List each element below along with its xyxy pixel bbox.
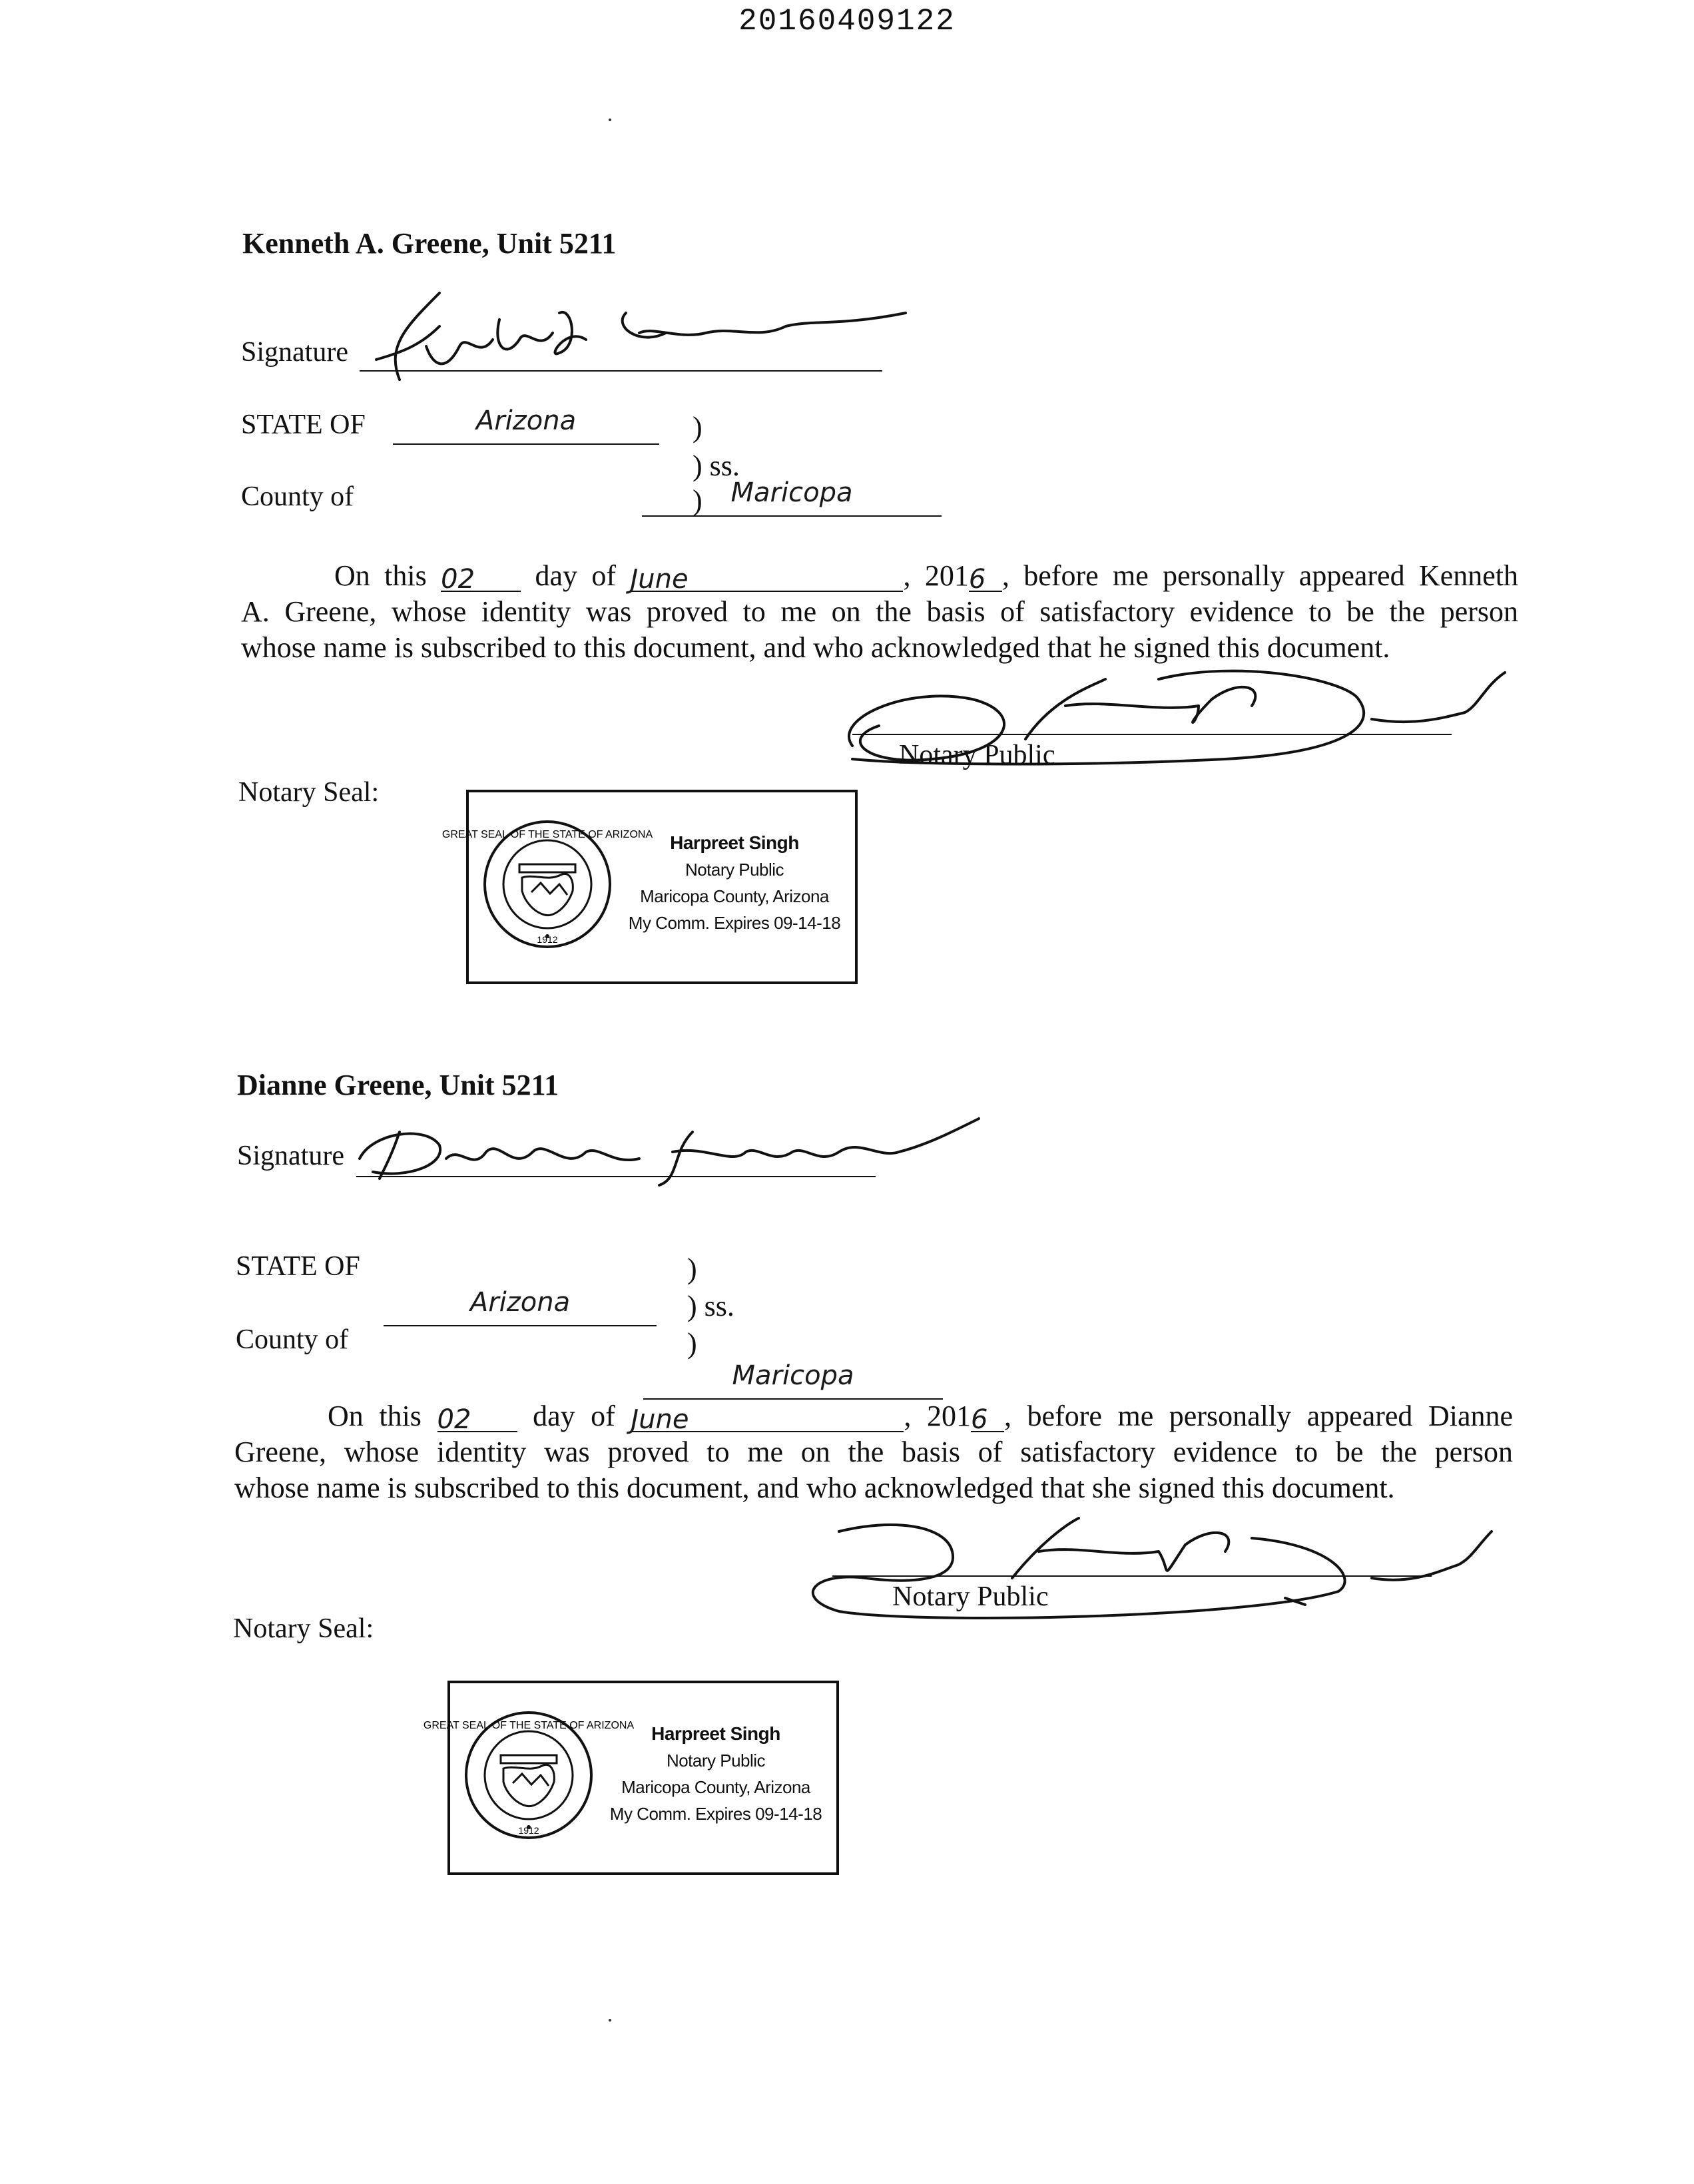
stamp-text-block [599, 1721, 832, 1827]
scan-speck [609, 119, 611, 121]
state-label: STATE OF [236, 1251, 360, 1282]
ss-label: ) ss. [687, 1290, 734, 1322]
acknowledgment-paragraph [234, 1398, 1513, 1506]
para-line-3: whose name is subscribed to this document, and who acknowledged that he signed this document. [241, 631, 1390, 664]
bracket-paren: ) [693, 484, 703, 517]
acknowledgment-paragraph [241, 558, 1518, 666]
signer-heading: Kenneth A. Greene, Unit 5211 [242, 227, 617, 260]
stamp-expires: My Comm. Expires 09-14-18 [628, 913, 841, 933]
year-value: 6 [968, 564, 986, 595]
arizona-seal-icon [423, 1709, 635, 1842]
seal-year: 1912 [518, 1825, 539, 1836]
bracket-paren: ) [693, 411, 703, 443]
notary-signature-line [852, 734, 1452, 735]
on-this-text: On this [334, 559, 427, 592]
day-value: 02 [437, 1404, 471, 1435]
notary-signature-scribble [786, 1505, 1518, 1638]
county-field [642, 477, 942, 517]
para-line1-rest: , before me personally appeared Kenneth [1001, 559, 1519, 592]
para-line1-rest: , before me personally appeared Dianne [1003, 1400, 1514, 1432]
bracket-paren: ) [687, 1252, 697, 1285]
day-field [437, 1402, 517, 1435]
day-field [441, 561, 521, 595]
notary-signature-scribble [826, 659, 1518, 792]
state-field [384, 1286, 657, 1326]
month-value: June [631, 1404, 689, 1435]
seal-text: GREAT SEAL OF THE STATE OF ARIZONA [441, 829, 653, 840]
county-value: Maricopa [730, 477, 853, 508]
handwritten-signature-kenneth [360, 286, 926, 400]
month-value: June [630, 564, 689, 595]
arizona-seal-icon [441, 818, 653, 951]
handwritten-signature-dianne [346, 1105, 986, 1192]
state-value: Arizona [469, 1287, 571, 1318]
on-this-text: On this [328, 1400, 422, 1432]
month-field [631, 1402, 904, 1435]
scan-speck [609, 2019, 611, 2022]
stamp-expires: My Comm. Expires 09-14-18 [609, 1804, 822, 1824]
county-value: Maricopa [732, 1360, 854, 1391]
year-prefix: , 201 [904, 1400, 971, 1432]
year-value: 6 [970, 1404, 988, 1435]
county-label: County of [241, 481, 354, 512]
stamp-text-block [618, 830, 851, 936]
month-field [630, 561, 903, 595]
year-field [970, 1402, 1004, 1435]
state-label: STATE OF [241, 410, 366, 440]
ss-label: ) ss. [693, 449, 740, 482]
notary-public-label: Notary Public [892, 1581, 1049, 1612]
county-field [643, 1360, 943, 1400]
para-line-2: A. Greene, whose identity was proved to me on the basis of satisfactory evidence to be the person [241, 595, 1518, 628]
stamp-county: Maricopa County, Arizona [640, 886, 829, 906]
stamp-notary-title: Notary Public [666, 1751, 766, 1771]
stamp-county: Maricopa County, Arizona [621, 1777, 810, 1797]
signer-heading: Dianne Greene, Unit 5211 [237, 1069, 559, 1101]
signature-label: Signature [237, 1141, 344, 1171]
notary-seal-label: Notary Seal: [238, 777, 380, 808]
stamp-notary-name: Harpreet Singh [670, 832, 799, 853]
county-label: County of [236, 1324, 349, 1355]
stamp-notary-title: Notary Public [685, 860, 784, 880]
document-number: 20160409122 [738, 4, 956, 39]
state-field [393, 405, 659, 445]
notary-seal-label: Notary Seal: [233, 1613, 374, 1644]
notary-signature-line [832, 1575, 1432, 1577]
stamp-notary-name: Harpreet Singh [651, 1723, 780, 1744]
notary-stamp [423, 1681, 839, 1875]
signature-label: Signature [241, 337, 348, 368]
seal-text: GREAT SEAL OF THE STATE OF ARIZONA [423, 1720, 635, 1731]
day-of-text: day of [535, 559, 617, 592]
notary-public-label: Notary Public [899, 740, 1055, 770]
bracket-paren: ) [687, 1327, 697, 1360]
notary-stamp [441, 790, 858, 984]
para-line-2: Greene, whose identity was proved to me on the basis of satisfactory evidence to be the person [234, 1436, 1513, 1468]
year-field [968, 561, 1002, 595]
para-line-3: whose name is subscribed to this document, and who acknowledged that she signed this document. [234, 1472, 1395, 1504]
seal-year: 1912 [537, 934, 558, 945]
day-of-text: day of [533, 1400, 615, 1432]
year-prefix: , 201 [903, 559, 969, 592]
state-value: Arizona [475, 406, 577, 436]
day-value: 02 [441, 564, 475, 595]
